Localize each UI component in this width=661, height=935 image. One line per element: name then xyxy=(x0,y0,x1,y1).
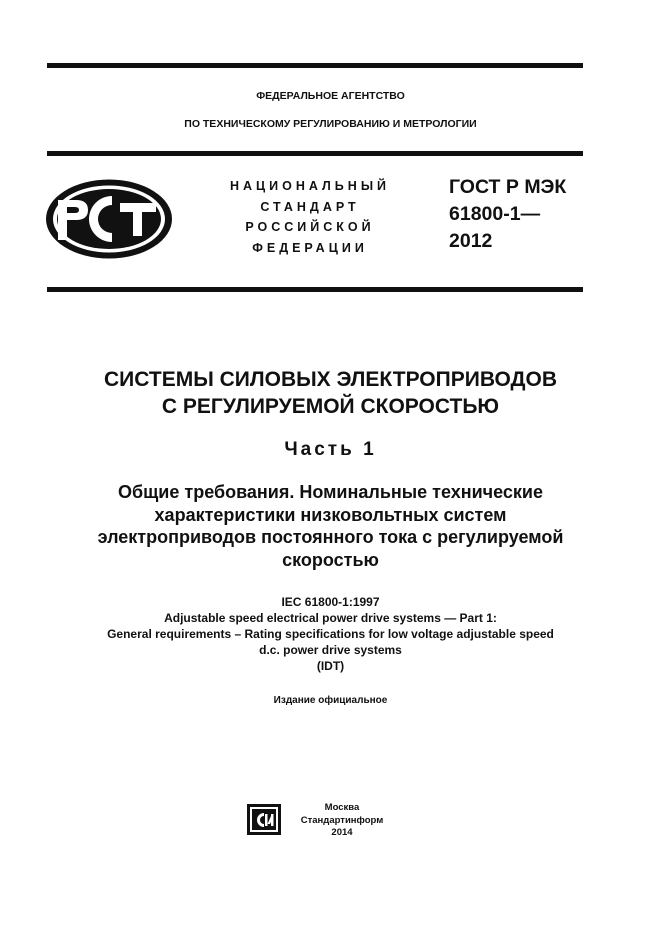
standard-type-line-4: ФЕДЕРАЦИИ xyxy=(252,240,368,255)
document-subtitle xyxy=(0,481,661,571)
title-line-2: С РЕГУЛИРУЕМОЙ СКОРОСТЬЮ xyxy=(161,395,500,418)
standard-designation xyxy=(449,174,566,255)
standard-type-line-3: РОССИЙСКОЙ xyxy=(245,220,375,234)
iec-line-2: Adjustable speed electrical power drive systems — Part 1: xyxy=(164,611,497,625)
subtitle-line-2: характеристики низковольтных систем xyxy=(154,504,507,525)
designation-line-2: 61800-1— xyxy=(449,203,541,225)
standartinform-logo-icon xyxy=(247,804,281,835)
subtitle-line-1: Общие требования. Номинальные технические xyxy=(118,482,543,502)
bottom-header-rule xyxy=(47,287,583,292)
designation-line-1: ГОСТ Р МЭК xyxy=(449,176,567,198)
standard-type-line-1: НАЦИОНАЛЬНЫЙ xyxy=(229,179,391,193)
agency-line-1: ФЕДЕРАЛЬНОЕ АГЕНТСТВО xyxy=(256,90,405,102)
header-rule xyxy=(47,151,583,156)
part-number: Часть 1 xyxy=(284,439,377,460)
publisher-info xyxy=(292,802,392,840)
publisher-name: Стандартинформ xyxy=(300,814,384,826)
iec-reference xyxy=(0,594,661,674)
standard-type-line-2: СТАНДАРТ xyxy=(260,199,360,214)
iec-line-1: IEC 61800-1:1997 xyxy=(281,595,380,609)
rst-emblem-icon xyxy=(44,178,174,260)
iec-line-3: General requirements – Rating specifications for low voltage adjustable speed xyxy=(107,627,554,641)
iec-line-4: d.c. power drive systems xyxy=(259,643,402,657)
iec-line-5: (IDT) xyxy=(316,659,345,673)
publisher-city: Москва xyxy=(324,802,360,813)
standard-type xyxy=(205,176,415,258)
official-edition: Издание официальное xyxy=(273,695,388,706)
subtitle-line-4: скоростью xyxy=(282,549,379,570)
title-line-1: СИСТЕМЫ СИЛОВЫХ ЭЛЕКТРОПРИВОДОВ xyxy=(104,368,557,391)
document-title xyxy=(0,366,661,420)
publisher-year: 2014 xyxy=(331,827,353,838)
agency-line-2: ПО ТЕХНИЧЕСКОМУ РЕГУЛИРОВАНИЮ И МЕТРОЛОГИИ xyxy=(184,118,477,130)
designation-line-3: 2012 xyxy=(449,230,493,252)
top-rule xyxy=(47,63,583,68)
subtitle-line-3: электроприводов постоянного тока с регулируемой xyxy=(97,527,564,547)
